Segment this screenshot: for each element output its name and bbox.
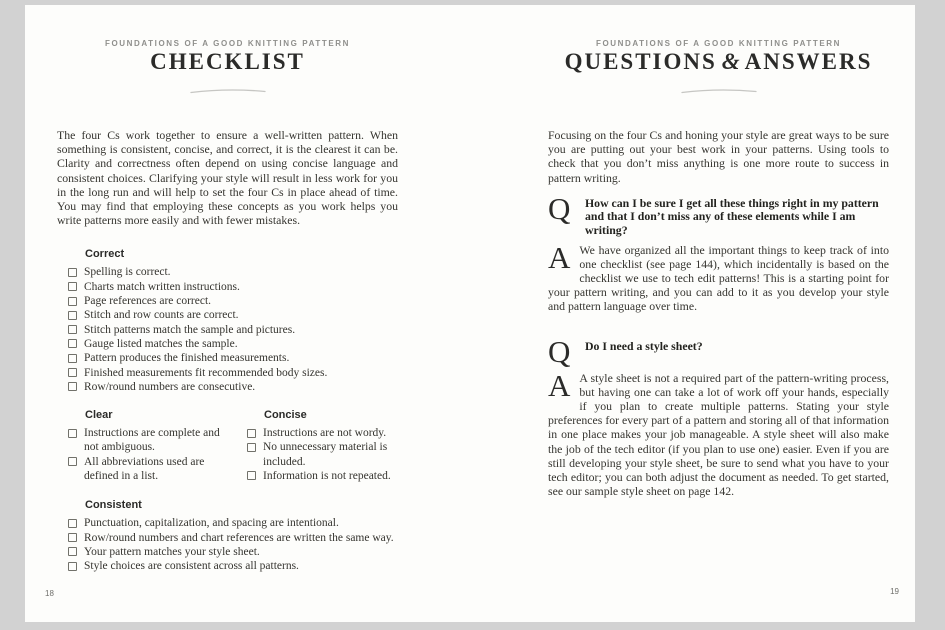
- left-page-header: [57, 39, 398, 100]
- checkbox[interactable]: [68, 282, 77, 291]
- question-block: [548, 190, 889, 238]
- checklist-item: [68, 323, 398, 337]
- checkbox[interactable]: [68, 325, 77, 334]
- checklist-item: [68, 380, 398, 394]
- section-clear: [57, 409, 236, 483]
- checkbox[interactable]: [68, 519, 77, 528]
- checklist-item-label: Style choices are consistent across all patterns.: [84, 560, 299, 573]
- checkbox[interactable]: [247, 429, 256, 438]
- checkbox[interactable]: [247, 471, 256, 480]
- checklist-item: [68, 351, 398, 365]
- checklist-item-label: Pattern produces the finished measurements.: [84, 352, 290, 365]
- section-heading-consistent: Consistent: [85, 499, 142, 512]
- checklist-item-label: Instructions are complete and not ambiguous.: [84, 427, 220, 454]
- checklist-item-label: Your pattern matches your style sheet.: [84, 545, 260, 558]
- checkbox[interactable]: [68, 457, 77, 466]
- section-correct: [57, 248, 398, 394]
- checklist-item-label: Spelling is correct.: [84, 266, 171, 279]
- checklist-item: [68, 455, 236, 484]
- answer-text: We have organized all the important things to keep track of into one checklist (see page 144), which incidentally is based on the checklist we use to tech edit patterns! This is a starting point for your pattern writing, and you can add to it as you develop your style and pattern language over time.: [548, 242, 889, 314]
- checklist-clear: [57, 426, 236, 483]
- q-drop-cap: Q: [548, 333, 571, 369]
- flourish-divider: [57, 82, 398, 100]
- checklist-item: [68, 545, 398, 559]
- checklist-concise: [236, 426, 398, 483]
- answer-block: [548, 367, 889, 499]
- a-drop-cap: A: [548, 239, 571, 275]
- page-number-right: 19: [890, 587, 899, 596]
- checklist-item-label: Charts match written instructions.: [84, 280, 240, 293]
- checklist-item-label: Stitch patterns match the sample and pictures.: [84, 323, 296, 336]
- checklist-item: [68, 280, 398, 294]
- checkbox[interactable]: [68, 297, 77, 306]
- answer-block: [548, 239, 889, 314]
- checklist-item-label: Row/round numbers are consecutive.: [84, 380, 256, 393]
- page-left-checklist: [25, 5, 470, 622]
- book-spread: [25, 5, 915, 622]
- qa-item: [548, 190, 889, 314]
- checklist-item-label: Punctuation, capitalization, and spacing are intentional.: [84, 517, 339, 530]
- title-ampersand: &: [721, 49, 740, 74]
- clear-concise-columns: [57, 409, 398, 483]
- checklist-item: [68, 516, 398, 530]
- title-word-answers: ANSWERS: [744, 49, 873, 74]
- checkbox[interactable]: [68, 382, 77, 391]
- checklist-item-label: Gauge listed matches the sample.: [84, 337, 238, 350]
- checklist-item: [247, 469, 398, 483]
- intro-paragraph: Focusing on the four Cs and honing your style are great ways to be sure you are putting out your best work in your patterns. Using tools to check that you don’t miss anything is one more route to success in pattern writing.: [548, 128, 889, 185]
- checklist-consistent: [57, 516, 398, 573]
- question-text: Do I need a style sheet?: [585, 338, 703, 353]
- checkbox[interactable]: [68, 354, 77, 363]
- checklist-correct: [57, 265, 398, 394]
- checklist-item: [68, 531, 398, 545]
- checkbox[interactable]: [68, 311, 77, 320]
- qa-list: [548, 190, 889, 499]
- flourish-divider: [548, 82, 889, 100]
- page-title: CHECKLIST: [150, 49, 305, 74]
- section-heading-clear: Clear: [85, 409, 113, 422]
- right-page-header: [548, 39, 889, 100]
- section-concise: [236, 409, 398, 483]
- section-eyebrow: FOUNDATIONS OF A GOOD KNITTING PATTERN: [595, 39, 842, 48]
- checklist-item: [68, 426, 236, 455]
- flourish-line-icon: [189, 87, 267, 95]
- section-heading-concise: Concise: [264, 409, 307, 422]
- checkbox[interactable]: [68, 547, 77, 556]
- intro-paragraph: The four Cs work together to ensure a well-written pattern. When something is consistent, concise, and correct, it is the clearest it can be. Clarity and correctness often depend on using concise language and consistent choices. Clarifying your style will result in less work for you in the long run and will help to set the four Cs in place ahead of time. You may find that employing these concepts as you work helps you write patterns more easily and with fewer mistakes.: [57, 128, 398, 228]
- checklist-item: [68, 265, 398, 279]
- page-title: [548, 49, 889, 75]
- right-content-column: [548, 5, 889, 622]
- qa-item: [548, 333, 889, 499]
- checklist-item-label: Page references are correct.: [84, 295, 212, 308]
- checklist-item-label: All abbreviations used are defined in a list.: [84, 455, 205, 482]
- section-consistent: [57, 499, 398, 573]
- question-text: How can I be sure I get all these things right in my pattern and that I don’t miss any of these elements while I am writing?: [585, 195, 879, 237]
- checklist-item: [247, 440, 398, 469]
- q-drop-cap: Q: [548, 190, 571, 226]
- page-number-left: 18: [45, 589, 54, 598]
- checkbox[interactable]: [68, 339, 77, 348]
- checklist-item-label: Instructions are not wordy.: [263, 427, 387, 440]
- page-right-questions-answers: [470, 5, 915, 622]
- section-heading-correct: Correct: [85, 248, 125, 261]
- checklist-item-label: No unnecessary material is included.: [263, 441, 388, 468]
- checklist-item: [68, 366, 398, 380]
- checkbox[interactable]: [68, 368, 77, 377]
- checklist-item: [68, 337, 398, 351]
- checklist-item: [247, 426, 398, 440]
- checkbox[interactable]: [68, 268, 77, 277]
- section-eyebrow: FOUNDATIONS OF A GOOD KNITTING PATTERN: [104, 39, 351, 48]
- checkbox[interactable]: [68, 533, 77, 542]
- checklist-item: [68, 308, 398, 322]
- left-content-column: [57, 5, 398, 622]
- title-word-questions: QUESTIONS: [564, 49, 717, 74]
- checkbox[interactable]: [68, 429, 77, 438]
- checklist-item-label: Finished measurements fit recommended body sizes.: [84, 366, 328, 379]
- answer-text: A style sheet is not a required part of the pattern-writing process, but having one can take a lot of work off your hands, especially if you plan to create multiple patterns. Stating your style preferences for every part of a pattern and storing all of that information in one place makes your job manageable. A style sheet will also make the job of the tech editor (if you plan to use one) easier. Even if you are still developing your style sheet, be sure to send what you have to your tech editor; you can both adjust the document as needed. To get started, see our sample style sheet on page 142.: [548, 370, 889, 499]
- a-drop-cap: A: [548, 367, 571, 403]
- checklist-item: [68, 294, 398, 308]
- flourish-line-icon: [680, 87, 758, 95]
- checklist-item-label: Information is not repeated.: [263, 469, 391, 482]
- checkbox[interactable]: [247, 443, 256, 452]
- checklist-item-label: Stitch and row counts are correct.: [84, 309, 239, 322]
- checklist-item-label: Row/round numbers and chart references are written the same way.: [84, 531, 394, 544]
- checklist-item: [68, 559, 398, 573]
- question-block: [548, 333, 889, 369]
- checkbox[interactable]: [68, 562, 77, 571]
